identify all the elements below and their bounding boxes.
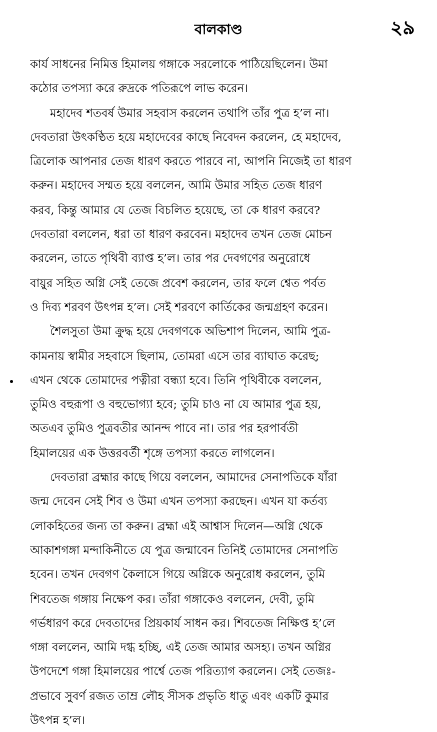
text-line: জন্ম দেবেন সেই শিব ও উমা এখন তপস্যা করছেন। এখন যা কর্তব্য — [30, 494, 328, 509]
text-line: হবেন। তখন দেবগণ কৈলাসে গিয়ে অগ্নিকে অনুরোধ করলেন, তুমি — [30, 567, 325, 582]
text-line: দেবতারা ব্রহ্মার কাছে গিয়ে বললেন, আমাদের সেনাপতিকে যাঁরা — [50, 470, 338, 485]
text-line: উৎপন্ন হ’ল। — [30, 713, 85, 728]
text-line: করব, কিন্তু আমার যে তেজ বিচলিত হয়েছে, তা কে ধারণ করবে? — [30, 202, 321, 217]
text-line: মহাদেব শতবর্ষ উমার সহবাস করলেন তথাপি তাঁর পুত্র হ’ল না। — [50, 105, 330, 120]
text-line: কামনায় স্বামীর সহবাসে ছিলাম, তোমরা এসে তার ব্যাঘাত করেছ; — [30, 348, 320, 363]
text-line: ত্রিলোক আপনার তেজ ধারণ করতে পারবে না, আপনি নিজেই তা ধারণ — [30, 154, 352, 169]
text-line: শিবতেজ গঙ্গায় নিক্ষেপ কর। তাঁরা গঙ্গাকেও বললেন, দেবী, তুমি — [30, 591, 315, 606]
running-head — [0, 14, 437, 42]
text-line: কার্য সাধনের নিমিত্ত হিমালয় গঙ্গাকে সরলোকে পাঠিয়েছিলেন। উমা — [30, 57, 328, 71]
text-line: করলেন, তাতে পৃথিবী ব্যাপ্ত হ’ল। তার পর দেবগণের অনুরোধে — [30, 251, 311, 266]
text-line: উপদেশে গঙ্গা হিমালয়ের পার্শ্বে তেজ পরিত্যাগ করলেন। সেই তেজঃ- — [30, 664, 336, 679]
text-line: তুমিও বহুরূপা ও বহুভোগ্যা হবে; তুমি চাও না যে আমার পুত্র হয়, — [30, 397, 322, 412]
body-text — [30, 52, 420, 732]
text-line: দেবতারা উৎকণ্ঠিত হয়ে মহাদেবের কাছে নিবেদন করলেন, হে মহাদেব, — [30, 129, 342, 144]
text-line: দেবতারা বললেন, ধরা তা ধারণ করবেন। মহাদেব তখন তেজ মোচন — [30, 227, 332, 242]
page-number: ২৯ — [390, 17, 415, 39]
text-line: অতএব তুমিও পুত্রবতীর আনন্দ পাবে না। তার পর হরপার্বতী — [30, 421, 299, 436]
text-line: বায়ুর সহিত অগ্নি সেই তেজে প্রবেশ করলেন, তার ফলে শ্বেত পর্বত — [30, 275, 326, 290]
text-line: শৈলসুতা উমা ক্রুদ্ধ হয়ে দেবগণকে অভিশাপ দিলেন, আমি পুত্র- — [50, 324, 331, 339]
text-line: প্রভাবে সুবর্ণ রজত তাম্র লৌহ সীসক প্রভৃতি ধাতু এবং একটি কুমার — [30, 688, 329, 703]
text-line: আকাশগঙ্গা মন্দাকিনীতে যে পুত্র জন্মাবেন তিনিই তোমাদের সেনাপতি — [30, 542, 338, 557]
text-line: কঠোর তপস্যা করে রুদ্রকে পতিরূপে লাভ করেন। — [30, 81, 249, 96]
text-line: এখন থেকে তোমাদের পত্নীরা বন্ধ্যা হবে। তিনি পৃথিবীকে বললেন, — [30, 372, 322, 387]
text-line: লোকহিতের জন্য তা করুন। ব্রহ্মা এই আশ্বাস দিলেন—অগ্নি থেকে — [30, 518, 323, 533]
text-line: করুন। মহাদেব সম্মত হয়ে বললেন, আমি উমার সহিত তেজ ধারণ — [30, 178, 322, 193]
text-line: ও দিব্য শরবণ উৎপন্ন হ’ল। সেই শরবণে কার্তিকের জন্মগ্রহণ করেন। — [30, 299, 329, 314]
text-line: গঙ্গা বললেন, আমি দগ্ধ হচ্ছি, এই তেজ আমার অসহ্য। তখন অগ্নির — [30, 640, 331, 655]
text-line: গর্ভধারণ করে দেবতাদের প্রিয়কার্য সাধন কর। শিবতেজ নিক্ষিপ্ত হ’লে — [30, 615, 336, 630]
margin-mark — [10, 380, 13, 383]
running-title: বালকাণ্ড — [194, 22, 243, 38]
text-line: হিমালয়ের এক উত্তরবর্তী শৃঙ্গে তপস্যা করতে লাগলেন। — [30, 445, 275, 460]
